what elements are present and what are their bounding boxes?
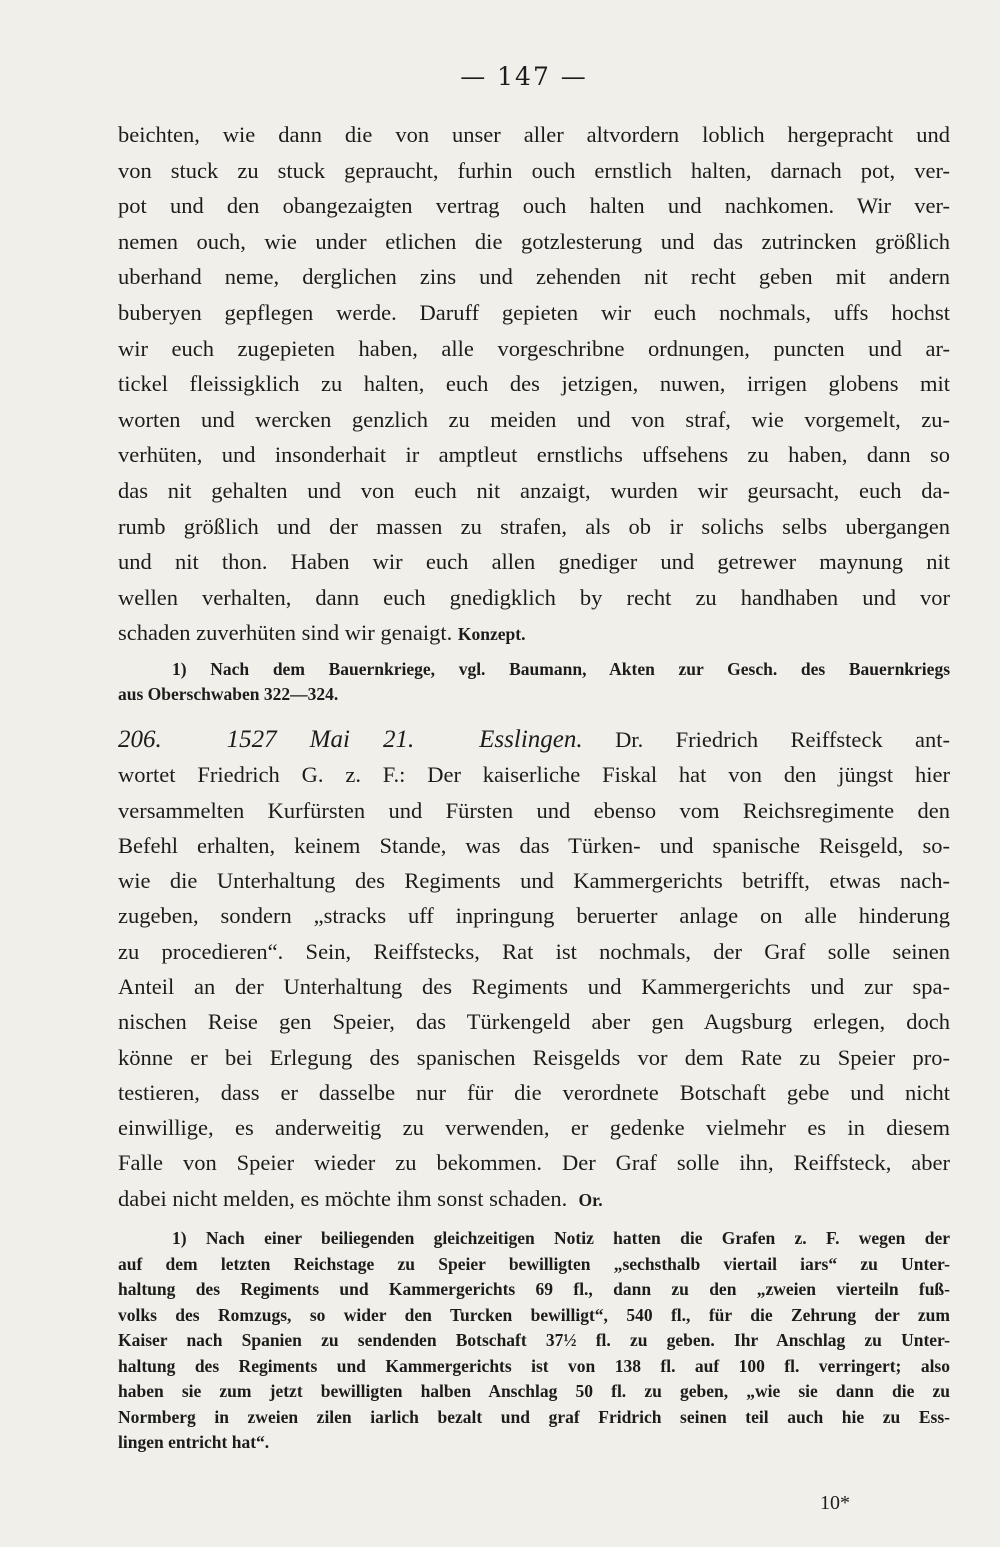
footnote-line: haben sie zum jetzt bewilligten halben Anschlag 50 fl. zu geben, „wie sie dann die zu [118,1381,950,1402]
source-tag: Or. [578,1189,603,1210]
entry-heading-line [118,722,950,757]
footnote-2 [118,1226,950,1456]
footnote-line-last: aus Oberschwaben 322—324. [118,684,339,705]
footnote-line: haltung des Regiments und Kammergerichts 69 fl., dann zu den „zweien vierteiln fuß- [118,1279,950,1300]
text-line: buberyen gepflegen werde. Daruff gepieten wir euch nochmals, uffs hochst [118,299,950,325]
text-line: Anteil an der Unterhaltung des Regiments und Kammergerichts und zur spa- [118,973,950,999]
text-fragment: dabei nicht melden, es möchte ihm sonst schaden. [118,1185,568,1211]
text-line: pot und den obangezaigten vertrag ouch halten und nachkomen. Wir ver- [118,193,950,219]
footnote-line: haltung des Regiments und Kammergerichts ist von 138 fl. auf 100 fl. verringert; also [118,1355,950,1376]
text-line: tickel fleissigklich zu halten, euch des jetzigen, nuwen, irrigen globens mit [118,371,950,397]
body-text-top [118,117,950,653]
text-line: Befehl erhalten, keinem Stande, was das Türken- und spanische Reisgeld, so- [118,832,950,858]
footnote-line: volks des Romzugs, so wider den Turcken bewilligt“, 540 fl., für die Zehrung der zum [118,1304,950,1325]
entry-206 [118,722,950,1218]
text-line: von stuck zu stuck gepraucht, furhin ouch ernstlich halten, darnach pot, ver- [118,157,950,183]
footnote-1 [118,657,950,708]
text-line: könne er bei Erlegung des spanischen Reisgelds vor dem Rate zu Speier pro- [118,1044,950,1070]
footnote-line: 1) Nach dem Bauernkriege, vgl. Baumann, Akten zur Gesch. des Bauernkriegs [172,658,950,679]
footnote-line-last: lingen entricht hat“. [118,1432,270,1453]
text-line: zugeben, sondern „stracks uff inpringung beruerter anlage on alle hinderung [118,903,950,929]
text-line: rumb größlich und der massen zu strafen, als ob ir solichs selbs ubergangen [118,513,950,539]
text-line: wellen verhalten, dann euch gnedigklich by recht zu handhaben und vor [118,584,950,610]
text-line: testieren, dass er dasselbe nur für die verordnete Botschaft gebe und nicht [118,1079,950,1105]
source-tag: Konzept. [457,624,526,645]
text-line: das nit gehalten und von euch nit anzaigt, wurden wir geursacht, euch da- [118,477,950,503]
text-line: Falle von Speier wieder zu bekommen. Der Graf solle ihn, Reiffsteck, aber [118,1150,950,1176]
page-number: — 147 — [460,62,588,91]
entry-place: Esslingen. [479,725,583,753]
footnote-line: auf dem letzten Reichstage zu Speier bewilligten „sechsthalb viertail iars“ zu Unter- [118,1253,950,1274]
text-line: beichten, wie dann die von unser aller altvordern loblich hergepracht und [118,122,950,147]
text-line: nischen Reise gen Speier, das Türkengeld aber gen Augsburg erlegen, doch [118,1009,950,1035]
text-line-last [118,1181,950,1218]
text-line: wie die Unterhaltung des Regiments und Kammergerichts betrifft, etwas nach- [118,868,950,894]
entry-date: 1527 Mai 21. [226,725,415,753]
text-line: nemen ouch, wie under etlichen die gotzlesterung und das zutrincken größlich [118,228,950,254]
text-line: und nit thon. Haben wir euch allen gnediger und getrewer maynung nit [118,549,950,575]
text-line: wir euch zugepieten haben, alle vorgeschribne ordnungen, puncten und ar- [118,335,950,361]
text-line: versammelten Kurfürsten und Fürsten und ebenso vom Reichsregimente den [118,797,950,823]
printer-signature: 10* [820,1492,850,1514]
text-line: uberhand neme, derglichen zins und zehenden nit recht geben mit andern [118,264,950,290]
entry-number: 206. [118,725,162,753]
text-line: zu procedieren“. Sein, Reiffstecks, Rat ist nochmals, der Graf solle seinen [118,938,950,964]
text-line: verhüten, und insonderhait ir amptleut ernstlichs uffsehens zu haben, dann so [118,442,950,468]
footnote-line: Kaiser nach Spanien zu sendenden Botschaft 37½ fl. zu geben. Ihr Anschlag zu Unter- [118,1330,950,1351]
text-line: wortet Friedrich G. z. F.: Der kaiserliche Fiskal hat von den jüngst hier [118,762,950,788]
text-line-last [118,615,950,653]
text-fragment: schaden zuverhüten sind wir genaigt. [118,620,453,646]
footnote-line: Normberg in zweien zilen iarlich bezalt und graf Fridrich seinen teil auch hie zu Ess- [118,1406,950,1427]
text-line: einwillige, es anderweitig zu verwenden, er gedenke vielmehr es in diesem [118,1115,950,1141]
footnote-line: 1) Nach einer beiliegenden gleichzeitigen Notiz hatten die Grafen z. F. wegen der [172,1228,950,1249]
text-line: worten und wercken genzlich zu meiden und von straf, wie vorgemelt, zu- [118,406,950,432]
text-fragment: Dr. Friedrich Reiffsteck ant- [615,726,951,752]
